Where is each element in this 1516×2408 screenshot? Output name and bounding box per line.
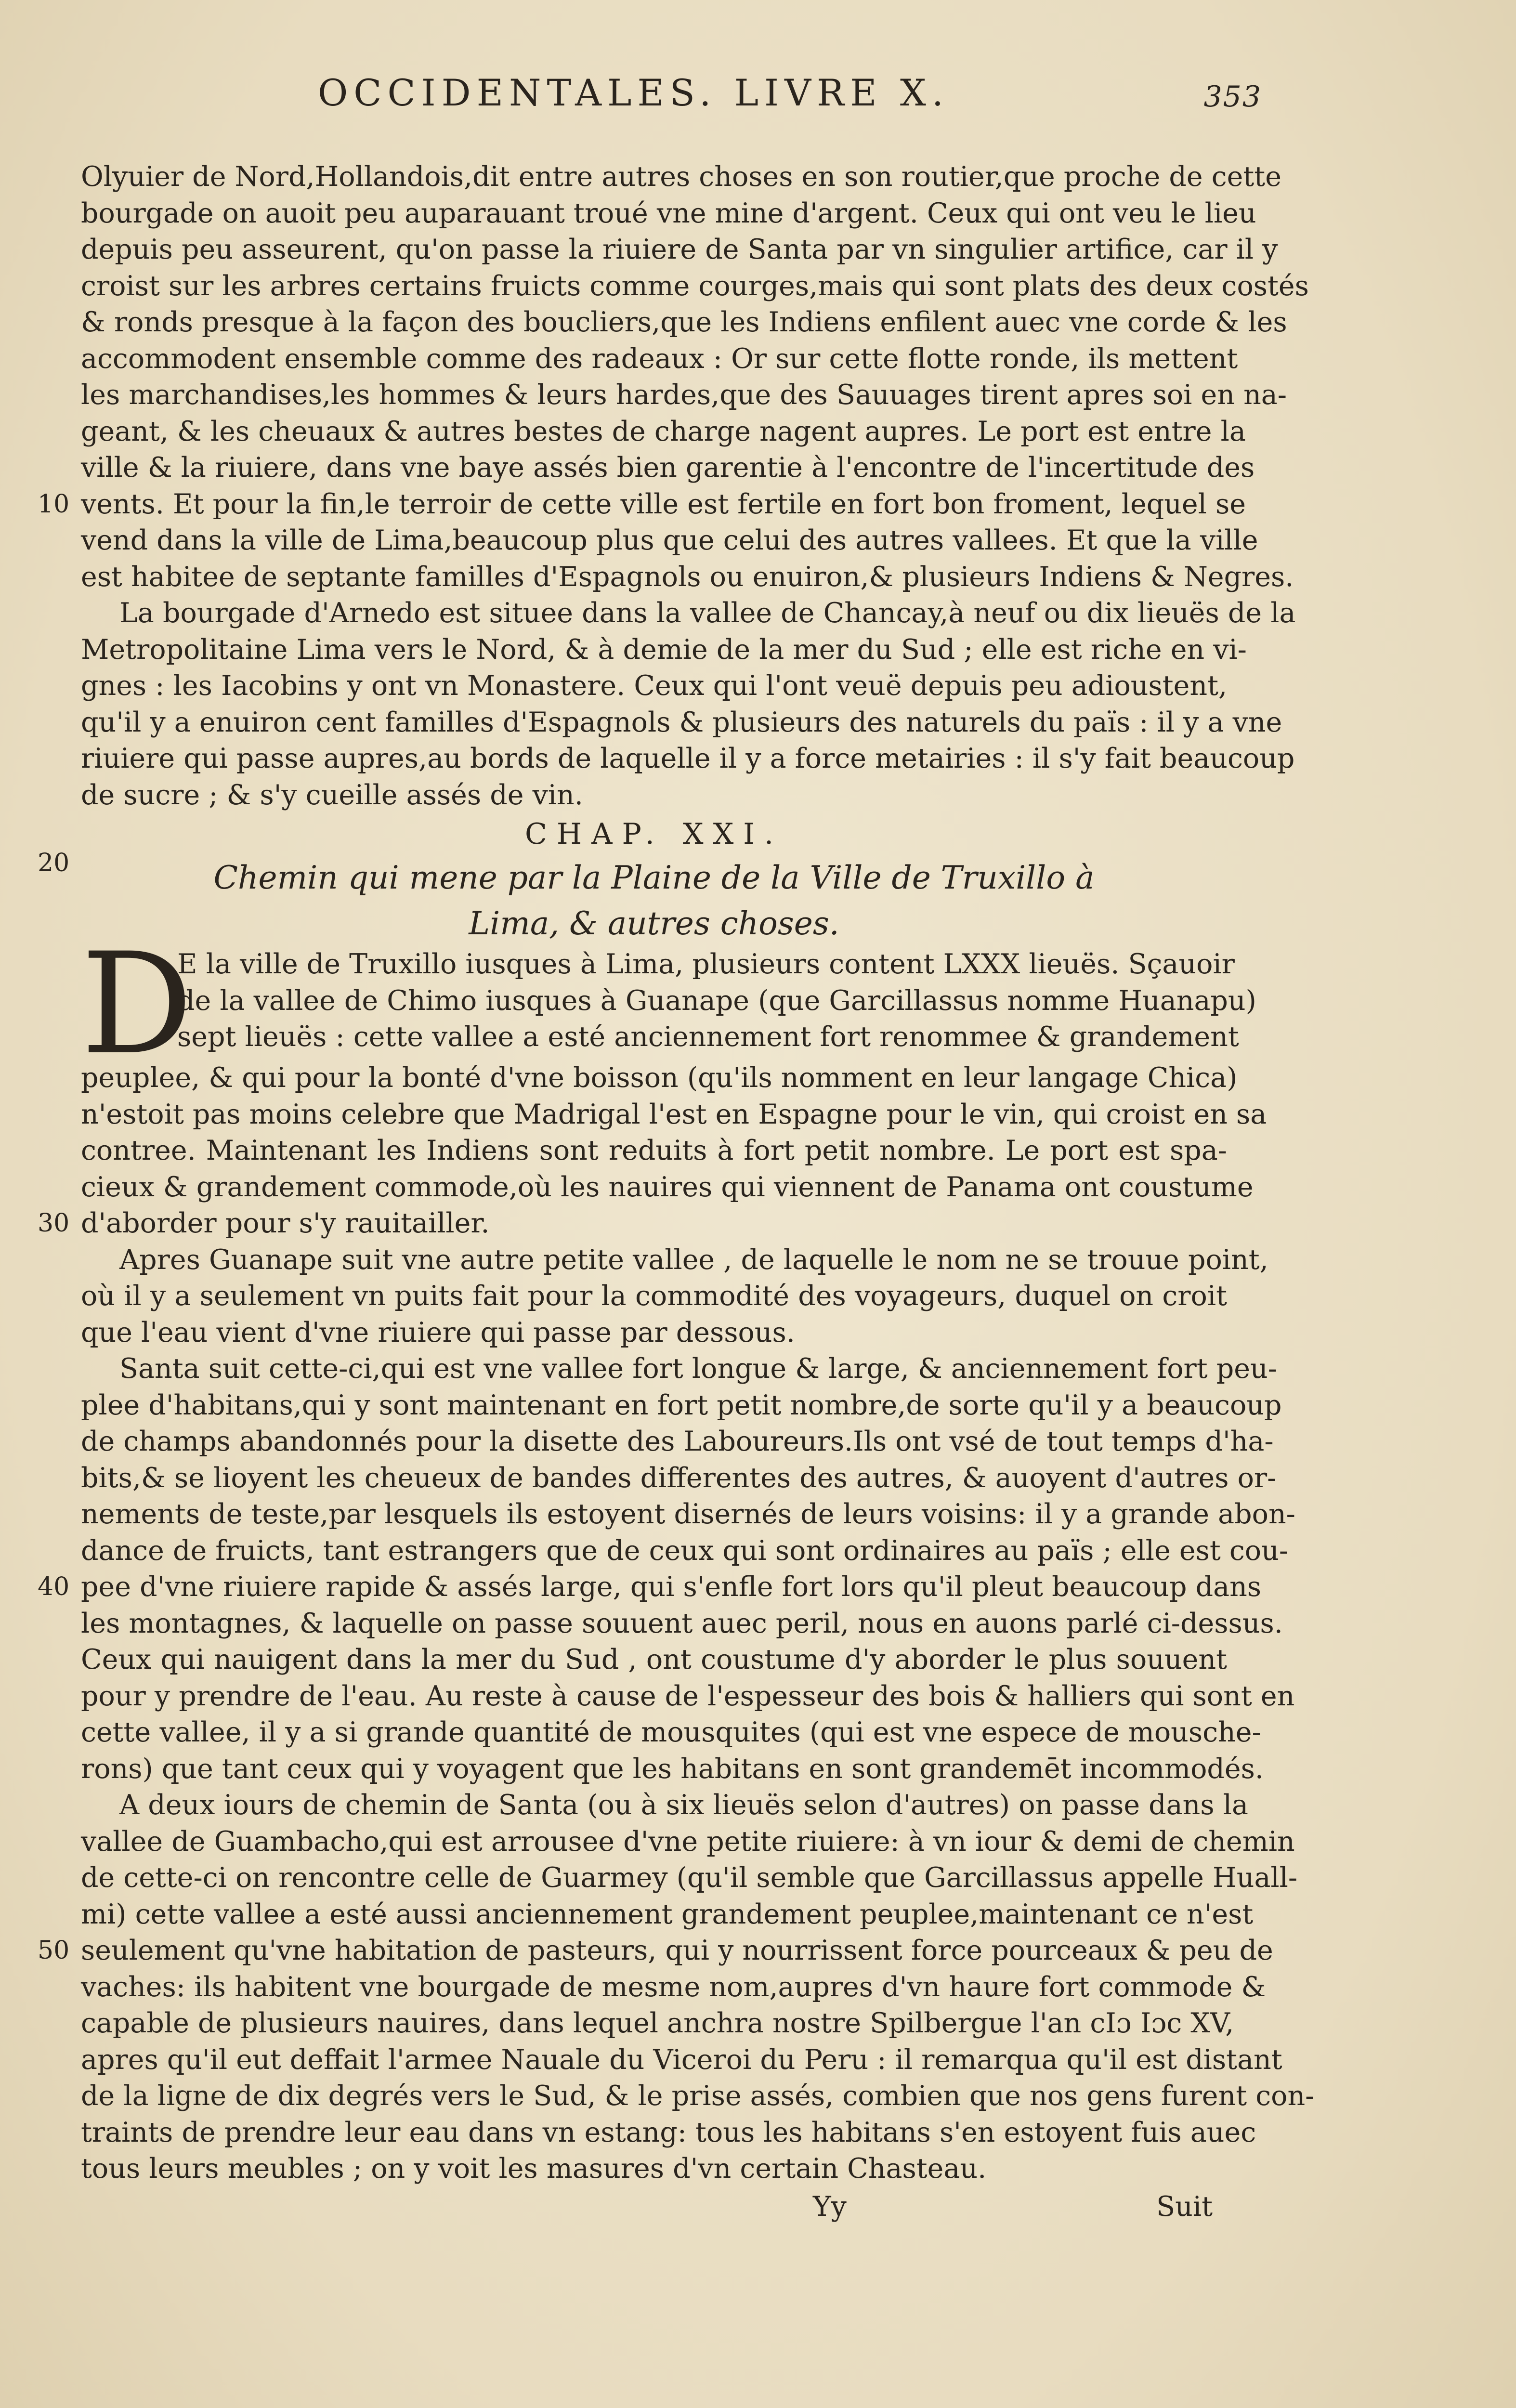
text-line: vaches: ils habitent vne bourgade de mesme nom,aupres d'vn haure fort commode & (81, 1971, 1266, 2003)
text-line: A deux iours de chemin de Santa (ou à six lieuës selon d'autres) on passe dans la (119, 1789, 1248, 1821)
signature-mark: Yy (813, 2190, 847, 2223)
text-line (38, 1569, 1262, 1606)
text-line-content: seulement qu'vne habitation de pasteurs, qui y nourrissent force pourceaux & peu de (81, 1935, 1273, 1966)
running-header (318, 71, 1281, 144)
text-line: nements de teste,par lesquels ils estoyent disernés de leurs voisins: il y a grande abon- (81, 1498, 1295, 1530)
text-line: de cette-ci on rencontre celle de Guarmey (qu'il semble que Garcillassus appelle Huall- (81, 1862, 1298, 1894)
text-line: traints de prendre leur eau dans vn estang: tous les habitans s'en estoyent fuis auec (81, 2116, 1256, 2148)
text-line: & ronds presque à la façon des boucliers,que les Indiens enfilent auec vne corde & les (81, 306, 1287, 338)
margin-line-number: 10 (38, 489, 70, 519)
running-title: OCCIDENTALES. LIVRE X. (318, 71, 950, 114)
paragraph-6 (38, 1787, 1315, 2187)
text-line: cette vallee, il y a si grande quantité de mousquites (qui est vne espece de mousche- (81, 1716, 1261, 1748)
text-line: tous leurs meubles ; on y voit les masures d'vn certain Chasteau. (81, 2153, 987, 2185)
margin-line-number: 50 (38, 1936, 70, 1965)
text-line: de champs abandonnés pour la disette des Laboureurs.Ils ont vsé de tout temps d'ha- (81, 1426, 1274, 1457)
margin-line-number: 20 (38, 849, 70, 877)
text-line: pour y prendre de l'eau. Au reste à cause de l'espesseur des bois & halliers qui sont en (81, 1680, 1295, 1712)
text-line: dance de fruicts, tant estrangers que de ceux qui sont ordinaires au païs ; elle est cou- (81, 1534, 1289, 1567)
paragraph-2 (81, 595, 1296, 813)
margin-line-number: 40 (38, 1572, 70, 1601)
text-line: est habitee de septante familles d'Espagnols ou enuiron,& plusieurs Indiens & Negres. (81, 561, 1294, 593)
text-line: qu'il y a enuiron cent familles d'Espagnols & plusieurs des naturels du païs : il y a vne (81, 706, 1282, 738)
text-line: Olyuier de Nord,Hollandois,dit entre autres choses en son routier,que proche de cette (81, 161, 1281, 193)
catchword: Suit (1156, 2190, 1213, 2223)
text-line: E la ville de Truxillo iusques à Lima, plusieurs content LXXX lieuës. Sçauoir (177, 948, 1235, 980)
text-line-content: vents. Et pour la fin,le terroir de cette ville est fertile en fort bon froment, lequel se (81, 488, 1246, 520)
text-line: croist sur les arbres certains fruicts comme courges,mais qui sont plats des deux costés (81, 270, 1309, 302)
drop-cap: D (81, 923, 193, 1086)
text-line: où il y a seulement vn puits fait pour la commodité des voyageurs, duquel on croit (81, 1280, 1227, 1312)
paragraph-1 (38, 159, 1309, 595)
text-line (38, 1933, 1273, 1969)
text-line-content: pee d'vne riuiere rapide & assés large, qui s'enfle fort lors qu'il pleut beaucoup dans (81, 1571, 1262, 1603)
text-line: La bourgade d'Arnedo est situee dans la vallee de Chancay,à neuf ou dix lieuës de la (119, 597, 1296, 629)
text-line: Metropolitaine Lima vers le Nord, & à demie de la mer du Sud ; elle est riche en vi- (81, 633, 1247, 666)
text-line: apres qu'il eut deffait l'armee Nauale du Viceroi du Peru : il remarqua qu'il est distant (81, 2043, 1282, 2076)
text-line: de sucre ; & s'y cueille assés de vin. (81, 779, 583, 811)
text-line: riuiere qui passe aupres,au bords de laquelle il y a force metairies : il s'y fait beaucoup (81, 743, 1295, 774)
text-line: bits,& se lioyent les cheueux de bandes differentes des autres, & auoyent d'autres or- (81, 1462, 1277, 1494)
text-line: depuis peu asseurent, qu'on passe la riuiere de Santa par vn singulier artifice, car il y (81, 234, 1278, 265)
text-line: que l'eau vient d'vne riuiere qui passe par dessous. (81, 1316, 795, 1348)
text-line (38, 1205, 1227, 1242)
paragraph-5 (38, 1351, 1295, 1787)
text-line: les montagnes, & laquelle on passe souuent auec peril, nous en auons parlé ci-dessus. (81, 1607, 1283, 1639)
text-line: Apres Guanape suit vne autre petite vallee , de laquelle le nom ne se trouue point, (119, 1243, 1268, 1276)
text-line: accommodent ensemble comme des radeaux : Or sur cette flotte ronde, ils mettent (81, 342, 1238, 375)
text-line: Ceux qui nauigent dans la mer du Sud , ont coustume d'y aborder le plus souuent (81, 1644, 1227, 1675)
text-line-content: d'aborder pour s'y rauitailler. (81, 1207, 490, 1239)
text-line: vend dans la ville de Lima,beaucoup plus que celui des autres vallees. Et que la ville (81, 524, 1258, 556)
text-line: peuplee, & qui pour la bonté d'vne boisson (qu'ils nomment en leur langage Chica) (81, 1062, 1238, 1094)
text-line: gnes : les Iacobins y ont vn Monastere. Ceux qui l'ont veuë depuis peu adioustent, (81, 670, 1228, 702)
paragraph-4 (81, 1242, 1268, 1351)
page-footer (81, 2187, 1227, 2226)
text-line: geant, & les cheuaux & autres bestes de charge nagent aupres. Le port est entre la (81, 415, 1246, 447)
text-line: plee d'habitans,qui y sont maintenant en fort petit nombre,de sorte qu'il y a beaucoup (81, 1389, 1282, 1421)
text-line: mi) cette vallee a esté aussi anciennement grandement peuplee,maintenant ce n'est (81, 1898, 1254, 1930)
chapter-subtitle-line-2: Lima, & autres choses. (469, 905, 839, 942)
page-number: 353 (1203, 80, 1262, 114)
text-line: ville & la riuiere, dans vne baye assés bien garentie à l'encontre de l'incertitude des (81, 452, 1255, 484)
chapter-heading: CHAP. XXI. (524, 817, 784, 851)
chapter-subtitle-text: Chemin qui mene par la Plaine de la Ville de Truxillo à (213, 859, 1095, 896)
text-line: vallee de Guambacho,qui est arrousee d'vne petite riuiere: à vn iour & demi de chemin (81, 1825, 1295, 1858)
text-line: cieux & grandement commode,où les nauires qui viennent de Panama ont coustume (81, 1171, 1254, 1203)
text-line (38, 486, 1246, 523)
text-line: sept lieuës : cette vallee a esté anciennement fort renommee & grandement (177, 1021, 1239, 1053)
text-line: rons) que tant ceux qui y voyagent que les habitans en sont grandemēt incommodés. (81, 1753, 1264, 1785)
text-line: capable de plusieurs nauires, dans lequel anchra nostre Spilbergue l'an cIɔ Iɔc XV, (81, 2007, 1234, 2039)
text-block (38, 159, 1315, 2226)
text-line: de la vallee de Chimo iusques à Guanape (que Garcillassus nomme Huanapu) (177, 984, 1256, 1017)
text-line: contree. Maintenant les Indiens sont reduits à fort petit nombre. Le port est spa- (81, 1135, 1227, 1166)
chapter-subtitle-line-1 (38, 849, 1227, 901)
text-line: de la ligne de dix degrés vers le Sud, & le prise assés, combien que nos gens furent con- (81, 2080, 1315, 2112)
text-line: n'estoit pas moins celebre que Madrigal l'est en Espagne pour le vin, qui croist en sa (81, 1098, 1267, 1130)
text-line: les marchandises,les hommes & leurs hardes,que des Sauuages tirent apres soi en na- (81, 379, 1287, 411)
margin-line-number: 30 (38, 1209, 70, 1238)
text-line: bourgade on auoit peu auparauant troué vne mine d'argent. Ceux qui ont veu le lieu (81, 197, 1256, 229)
text-line: Santa suit cette-ci,qui est vne vallee fort longue & large, & anciennement fort peu- (119, 1353, 1277, 1385)
